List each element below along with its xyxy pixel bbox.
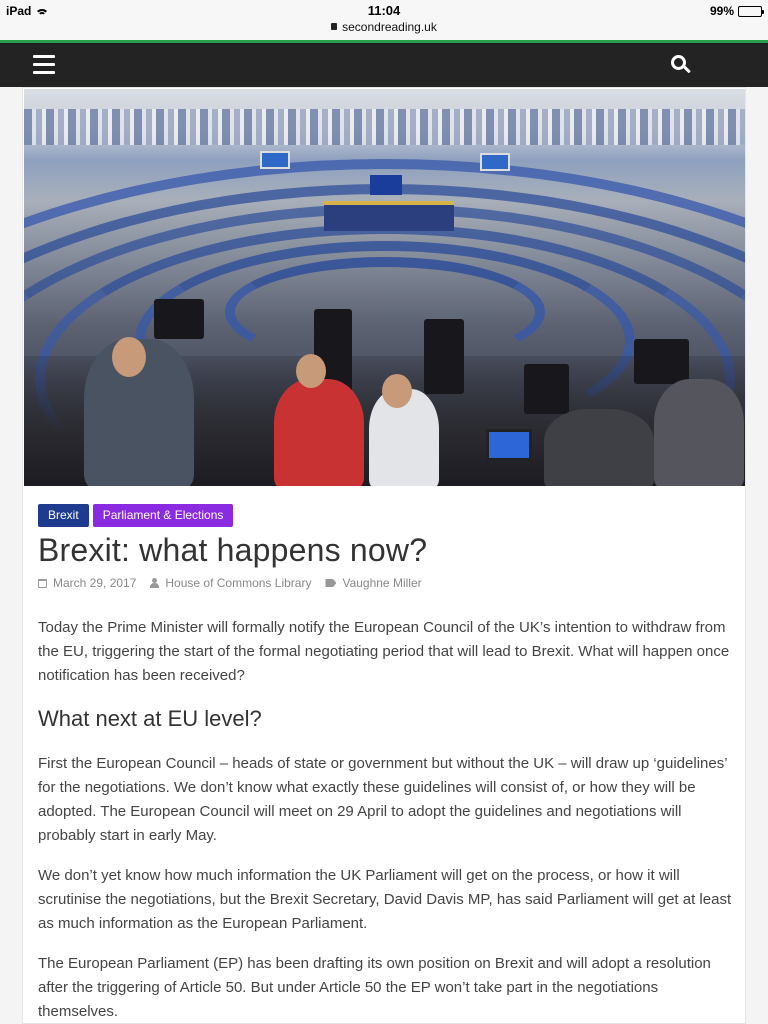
status-bar xyxy=(0,0,768,40)
body-paragraph: First the European Council – heads of state or government but without the UK – will draw up ‘guidelines’ for the negotiations. We don’t know what exactly these guidelines will consist of, or how they will be adopted. The European Council will meet on 29 April to adopt the guidelines and negotiations will probably start in early May. xyxy=(38,755,727,844)
clock: 11:04 xyxy=(367,3,401,18)
status-right xyxy=(710,4,762,18)
section-heading: What next at EU level? xyxy=(38,706,262,731)
meta-tag xyxy=(325,576,421,590)
site-navbar xyxy=(0,43,768,87)
url-text: secondreading.uk xyxy=(342,20,437,34)
calendar-icon xyxy=(38,579,47,588)
article-card xyxy=(22,87,746,1024)
search-icon[interactable] xyxy=(670,54,692,76)
battery-percent: 99% xyxy=(709,4,734,18)
intro-paragraph: Today the Prime Minister will formally notify the European Council of the UK’s intention to withdraw from the EU, triggering the start of the formal negotiating period that will lead to Brexit. What will happen once notification has been received? xyxy=(38,619,730,684)
lock-icon xyxy=(331,23,337,30)
author-link[interactable]: House of Commons Library xyxy=(165,576,312,590)
body-paragraph: The European Parliament (EP) has been drafting its own position on Brexit and will adopt a resolution after the triggering of Article 50. But under Article 50 the EP won’t take part in the negotiations themselves. xyxy=(38,955,711,1020)
featured-image[interactable] xyxy=(24,89,745,486)
post-date-link[interactable]: March 29, 2017 xyxy=(53,576,137,590)
tag-link[interactable]: Vaughne Miller xyxy=(342,576,422,590)
category-tags xyxy=(38,504,233,527)
body-paragraph: We don’t yet know how much information the UK Parliament will get on the process, or how it will scrutinise the negotiations, but the Brexit Secretary, David Davis MP, has said Parliament will get at least as much information as the European Parliament. xyxy=(38,867,732,932)
article-body xyxy=(38,616,733,1024)
meta-author xyxy=(150,576,311,590)
category-tag-parliament-elections[interactable]: Parliament & Elections xyxy=(93,504,234,527)
meta-date xyxy=(38,576,136,590)
device-label: iPad xyxy=(6,4,32,18)
battery-icon xyxy=(738,6,762,17)
hamburger-menu-icon[interactable] xyxy=(33,55,55,75)
address-bar[interactable] xyxy=(0,20,768,34)
tag-icon xyxy=(325,579,336,587)
user-icon xyxy=(150,578,159,588)
article-meta xyxy=(38,576,436,590)
article-title: Brexit: what happens now? xyxy=(38,532,428,568)
category-tag-brexit[interactable]: Brexit xyxy=(38,504,89,527)
